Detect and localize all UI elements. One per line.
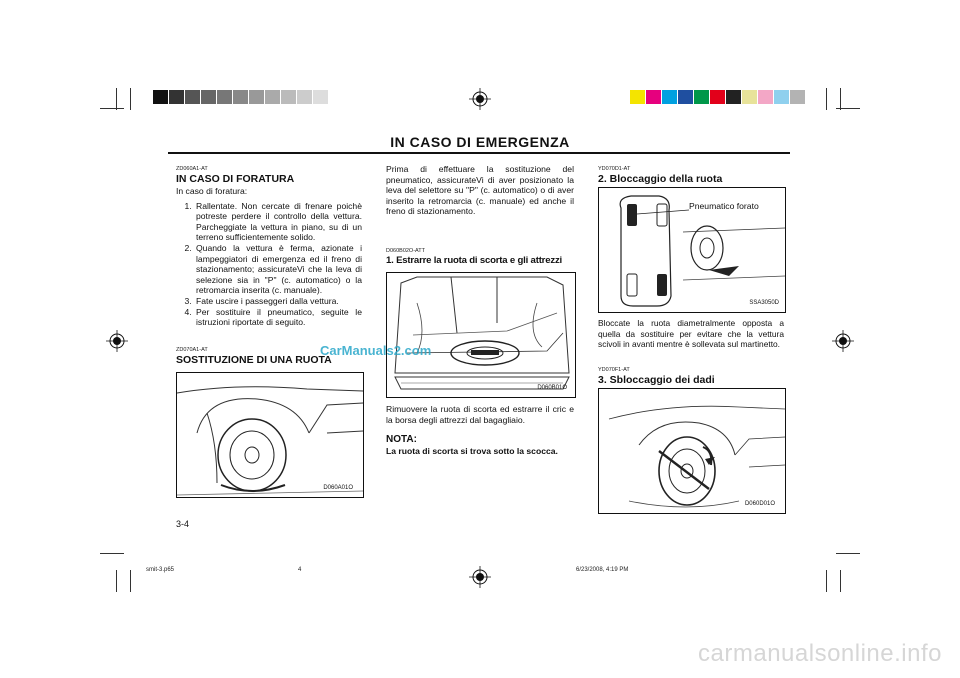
flat-tire-illustration: [177, 373, 363, 497]
color-swatch: [185, 90, 200, 104]
figure-code: D060A01O: [323, 485, 353, 491]
color-swatch: [313, 90, 328, 104]
crop-mark: [130, 570, 131, 592]
note-block: [386, 434, 576, 456]
color-swatch: [217, 90, 232, 104]
registration-mark-icon: [469, 566, 491, 588]
section-intro: In caso di foratura:: [176, 186, 248, 196]
section-heading: 1. Estrarre la ruota di scorta e gli attrezzi: [386, 255, 563, 266]
crop-mark: [116, 570, 117, 592]
color-swatch: [169, 90, 184, 104]
section-code: YD070D1-AT: [598, 166, 631, 172]
color-swatch: [297, 90, 312, 104]
step-list: [176, 201, 362, 328]
color-swatch: [646, 90, 661, 104]
color-swatch: [774, 90, 789, 104]
note-title: NOTA:: [386, 434, 417, 445]
crop-mark: [100, 553, 124, 554]
body-paragraph: Bloccate la ruota diametralmente opposta a quella da sostituire per evitare che la vettura scivoli in avanti mentre è sollevata sul martinetto.: [598, 318, 784, 350]
figure-flat-tire: [176, 372, 364, 498]
color-swatch: [201, 90, 216, 104]
registration-mark-icon: [832, 330, 854, 352]
watermark-text: CarManuals2.com: [320, 343, 432, 358]
site-watermark: carmanualsonline.info: [698, 640, 942, 667]
color-swatch: [662, 90, 677, 104]
color-swatch: [265, 90, 280, 104]
section-heading: 2. Bloccaggio della ruota: [598, 173, 723, 185]
color-swatch: [742, 90, 757, 104]
note-text: La ruota di scorta si trova sotto la scocca.: [386, 446, 558, 456]
section-heading: SOSTITUZIONE DI UNA RUOTA: [176, 354, 332, 366]
page-title: IN CASO DI EMERGENZA: [390, 134, 570, 150]
figure-label: Pneumatico forato: [689, 201, 759, 211]
crop-mark: [826, 88, 827, 110]
crop-mark: [840, 570, 841, 592]
color-swatch: [630, 90, 645, 104]
section-code: D060B02O-ATT: [386, 248, 426, 254]
section-block: [598, 166, 784, 185]
list-item: 4. Per sostituire il pneumatico, seguite le istruzioni riportate di seguito.: [194, 307, 362, 328]
column-left: [176, 166, 362, 328]
color-swatch: [790, 90, 805, 104]
page-number: 3-4: [176, 519, 190, 529]
figure-code: D060B01O: [537, 385, 567, 391]
section-code: YD070F1-AT: [598, 367, 630, 373]
list-item: 3. Fate uscire i passeggeri dalla vettura.: [194, 296, 362, 307]
intro-paragraph: Prima di effettuare la sostituzione del pneumatico, assicurateVi di aver posizionato la leva del selettore su "P" (c. automatico) o di aver inserito la retromarcia (c. manuale) ed anche il freno di stazionamento.: [386, 164, 574, 217]
color-swatch: [726, 90, 741, 104]
footer-filename: smit-3.p65: [146, 567, 175, 573]
section-heading: IN CASO DI FORATURA: [176, 173, 295, 185]
color-swatch: [694, 90, 709, 104]
color-swatch: [281, 90, 296, 104]
figure-wheel-nuts: [598, 388, 786, 514]
section-heading: 3. Sbloccaggio dei dadi: [598, 374, 715, 386]
figure-code: D060D01O: [744, 501, 775, 507]
wheel-nuts-illustration: [599, 389, 785, 513]
crop-mark: [100, 108, 124, 109]
crop-mark: [840, 88, 841, 110]
color-swatch: [233, 90, 248, 104]
figure-wheel-chock: [598, 187, 786, 313]
registration-mark-icon: [106, 330, 128, 352]
figure-code: SSA3050D: [749, 300, 779, 306]
registration-mark-icon: [469, 88, 491, 110]
color-swatch: [249, 90, 264, 104]
footer-datetime: 6/23/2008, 4:19 PM: [576, 567, 629, 573]
crop-mark: [836, 108, 860, 109]
header-rule: [168, 152, 790, 154]
crop-mark: [116, 88, 117, 110]
crop-mark: [826, 570, 827, 592]
list-item: 1. Rallentate. Non cercate di frenare poichè potreste perdere il controllo della vettura. Parcheggiate la vettura in piano, su di un terreno sufficientemente solido.: [194, 201, 362, 243]
crop-mark: [130, 88, 131, 110]
section-code: ZD060A1-AT: [176, 166, 208, 172]
color-swatch: [710, 90, 725, 104]
list-item: 2. Quando la vettura è ferma, azionate i lampeggiatori di emergenza ed il freno di stazionamento; assicurateVi che la leva di selezione sia in "P" (c. automatico) o la retromarcia inserita (c. manuale).: [194, 243, 362, 296]
section-block: [386, 248, 576, 266]
figure-trunk: [386, 272, 576, 398]
color-swatch: [153, 90, 168, 104]
body-paragraph: Rimuovere la ruota di scorta ed estrarre il cric e la borsa degli attrezzi dal bagagliaio.: [386, 404, 574, 425]
trunk-illustration: [387, 273, 575, 397]
crop-mark: [836, 553, 860, 554]
section-block: [598, 367, 784, 386]
footer-page: 4: [298, 567, 302, 573]
section-code: ZD070A1-AT: [176, 347, 208, 353]
color-swatch: [758, 90, 773, 104]
color-swatch: [678, 90, 693, 104]
